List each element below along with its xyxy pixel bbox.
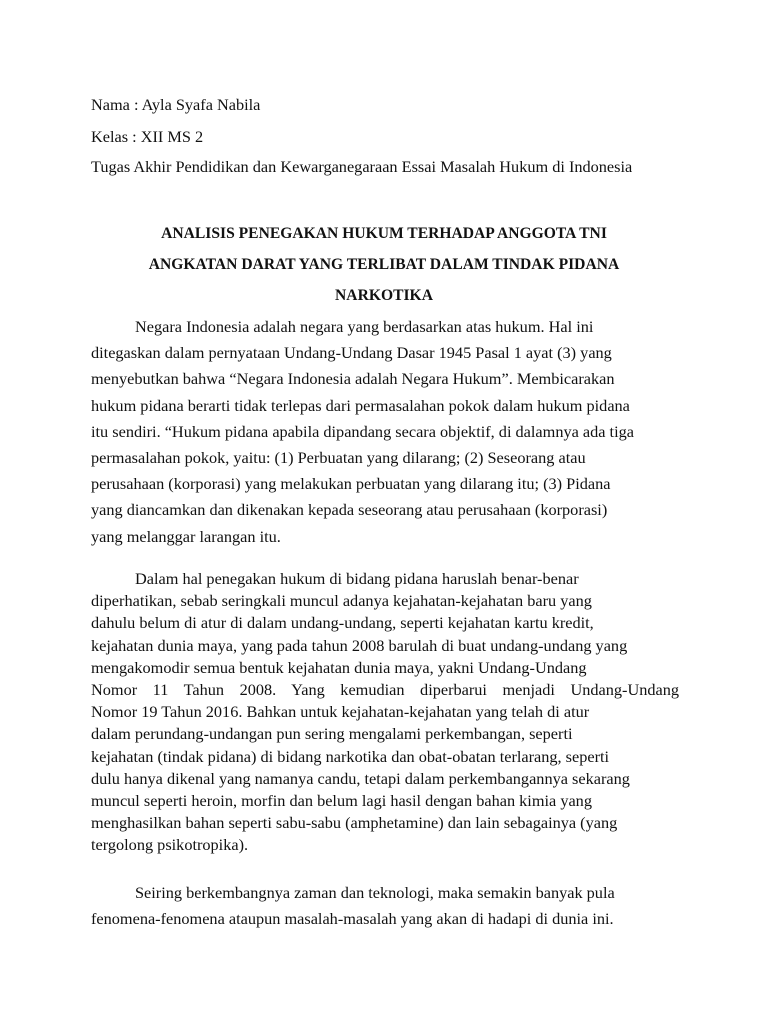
essay-title	[91, 218, 677, 311]
paragraph-line: Dalam hal penegakan hukum di bidang pidana haruslah benar-benar	[135, 569, 579, 588]
paragraph-line: yang melanggar larangan itu.	[91, 526, 281, 546]
paragraph-line: dahulu belum di atur di dalam undang-undang, seperti kejahatan kartu kredit,	[91, 613, 594, 633]
paragraph-line: perusahaan (korporasi) yang melakukan perbuatan yang dilarang itu; (3) Pidana	[91, 474, 611, 494]
paragraph-line: muncul seperti heroin, morfin dan belum lagi hasil dengan bahan kimia yang	[91, 791, 592, 811]
paragraph-line: hukum pidana berarti tidak terlepas dari permasalahan pokok dalam hukum pidana	[91, 395, 630, 415]
paragraph-line: Negara Indonesia adalah negara yang berdasarkan atas hukum. Hal ini	[135, 317, 594, 336]
paragraph-line: dulu hanya dikenal yang namanya candu, tetapi dalam perkembangannya sekarang	[91, 768, 630, 788]
paragraph-line: tergolong psikotropika).	[91, 835, 249, 855]
paragraph-line: Nomor 11 Tahun 2008. Yang kemudian diperbarui menjadi Undang-Undang	[91, 680, 679, 700]
paragraph-line: fenomena-fenomena ataupun masalah-masalah yang akan di hadapi di dunia ini.	[91, 909, 614, 928]
paragraph-line: Nomor 19 Tahun 2016. Bahkan untuk kejahatan-kejahatan yang telah di atur	[91, 702, 590, 722]
student-name-line: Nama : Ayla Syafa Nabila	[91, 95, 261, 114]
essay-title-line: ANGKATAN DARAT YANG TERLIBAT DALAM TINDAK PIDANA	[148, 256, 620, 273]
paragraph-line: kejahatan dunia maya, yang pada tahun 2008 barulah di buat undang-undang yang	[91, 635, 628, 655]
paragraph-line: menghasilkan bahan seperti sabu-sabu (amphetamine) dan lain sebagainya (yang	[91, 813, 618, 833]
paragraph-line: ditegaskan dalam pernyataan Undang-Undang Dasar 1945 Pasal 1 ayat (3) yang	[91, 343, 612, 363]
essay-title-line: NARKOTIKA	[335, 287, 433, 304]
paragraph-2	[91, 568, 679, 857]
paragraph-line: yang diancamkan dan dikenakan kepada seseorang atau perusahaan (korporasi)	[91, 500, 608, 520]
paragraph-line: dalam perundang-undangan pun sering mengalami perkembangan, seperti	[91, 724, 573, 744]
paragraph-line: itu sendiri. “Hukum pidana apabila dipandang secara objektif, di dalamnya ada tiga	[91, 421, 634, 441]
paragraph-line: kejahatan (tindak pidana) di bidang narkotika dan obat-obatan terlarang, seperti	[91, 746, 610, 766]
paragraph-line: diperhatikan, sebab seringkali muncul adanya kejahatan-kejahatan baru yang	[91, 591, 592, 611]
paragraph-1	[91, 314, 679, 550]
paragraph-line: mengakomodir semua bentuk kejahatan dunia maya, yakni Undang-Undang	[91, 657, 587, 677]
essay-title-line: ANALISIS PENEGAKAN HUKUM TERHADAP ANGGOTA TNI	[161, 225, 607, 242]
paragraph-line: menyebutkan bahwa “Negara Indonesia adalah Negara Hukum”. Membicarakan	[91, 369, 615, 389]
student-class-line: Kelas : XII MS 2	[91, 127, 204, 146]
paragraph-line: Seiring berkembangnya zaman dan teknologi, maka semakin banyak pula	[135, 883, 615, 902]
assignment-line: Tugas Akhir Pendidikan dan Kewarganegaraan Essai Masalah Hukum di Indonesia	[91, 157, 633, 176]
paragraph-line: permasalahan pokok, yaitu: (1) Perbuatan yang dilarang; (2) Seseorang atau	[91, 448, 586, 468]
paragraph-3	[91, 880, 679, 932]
